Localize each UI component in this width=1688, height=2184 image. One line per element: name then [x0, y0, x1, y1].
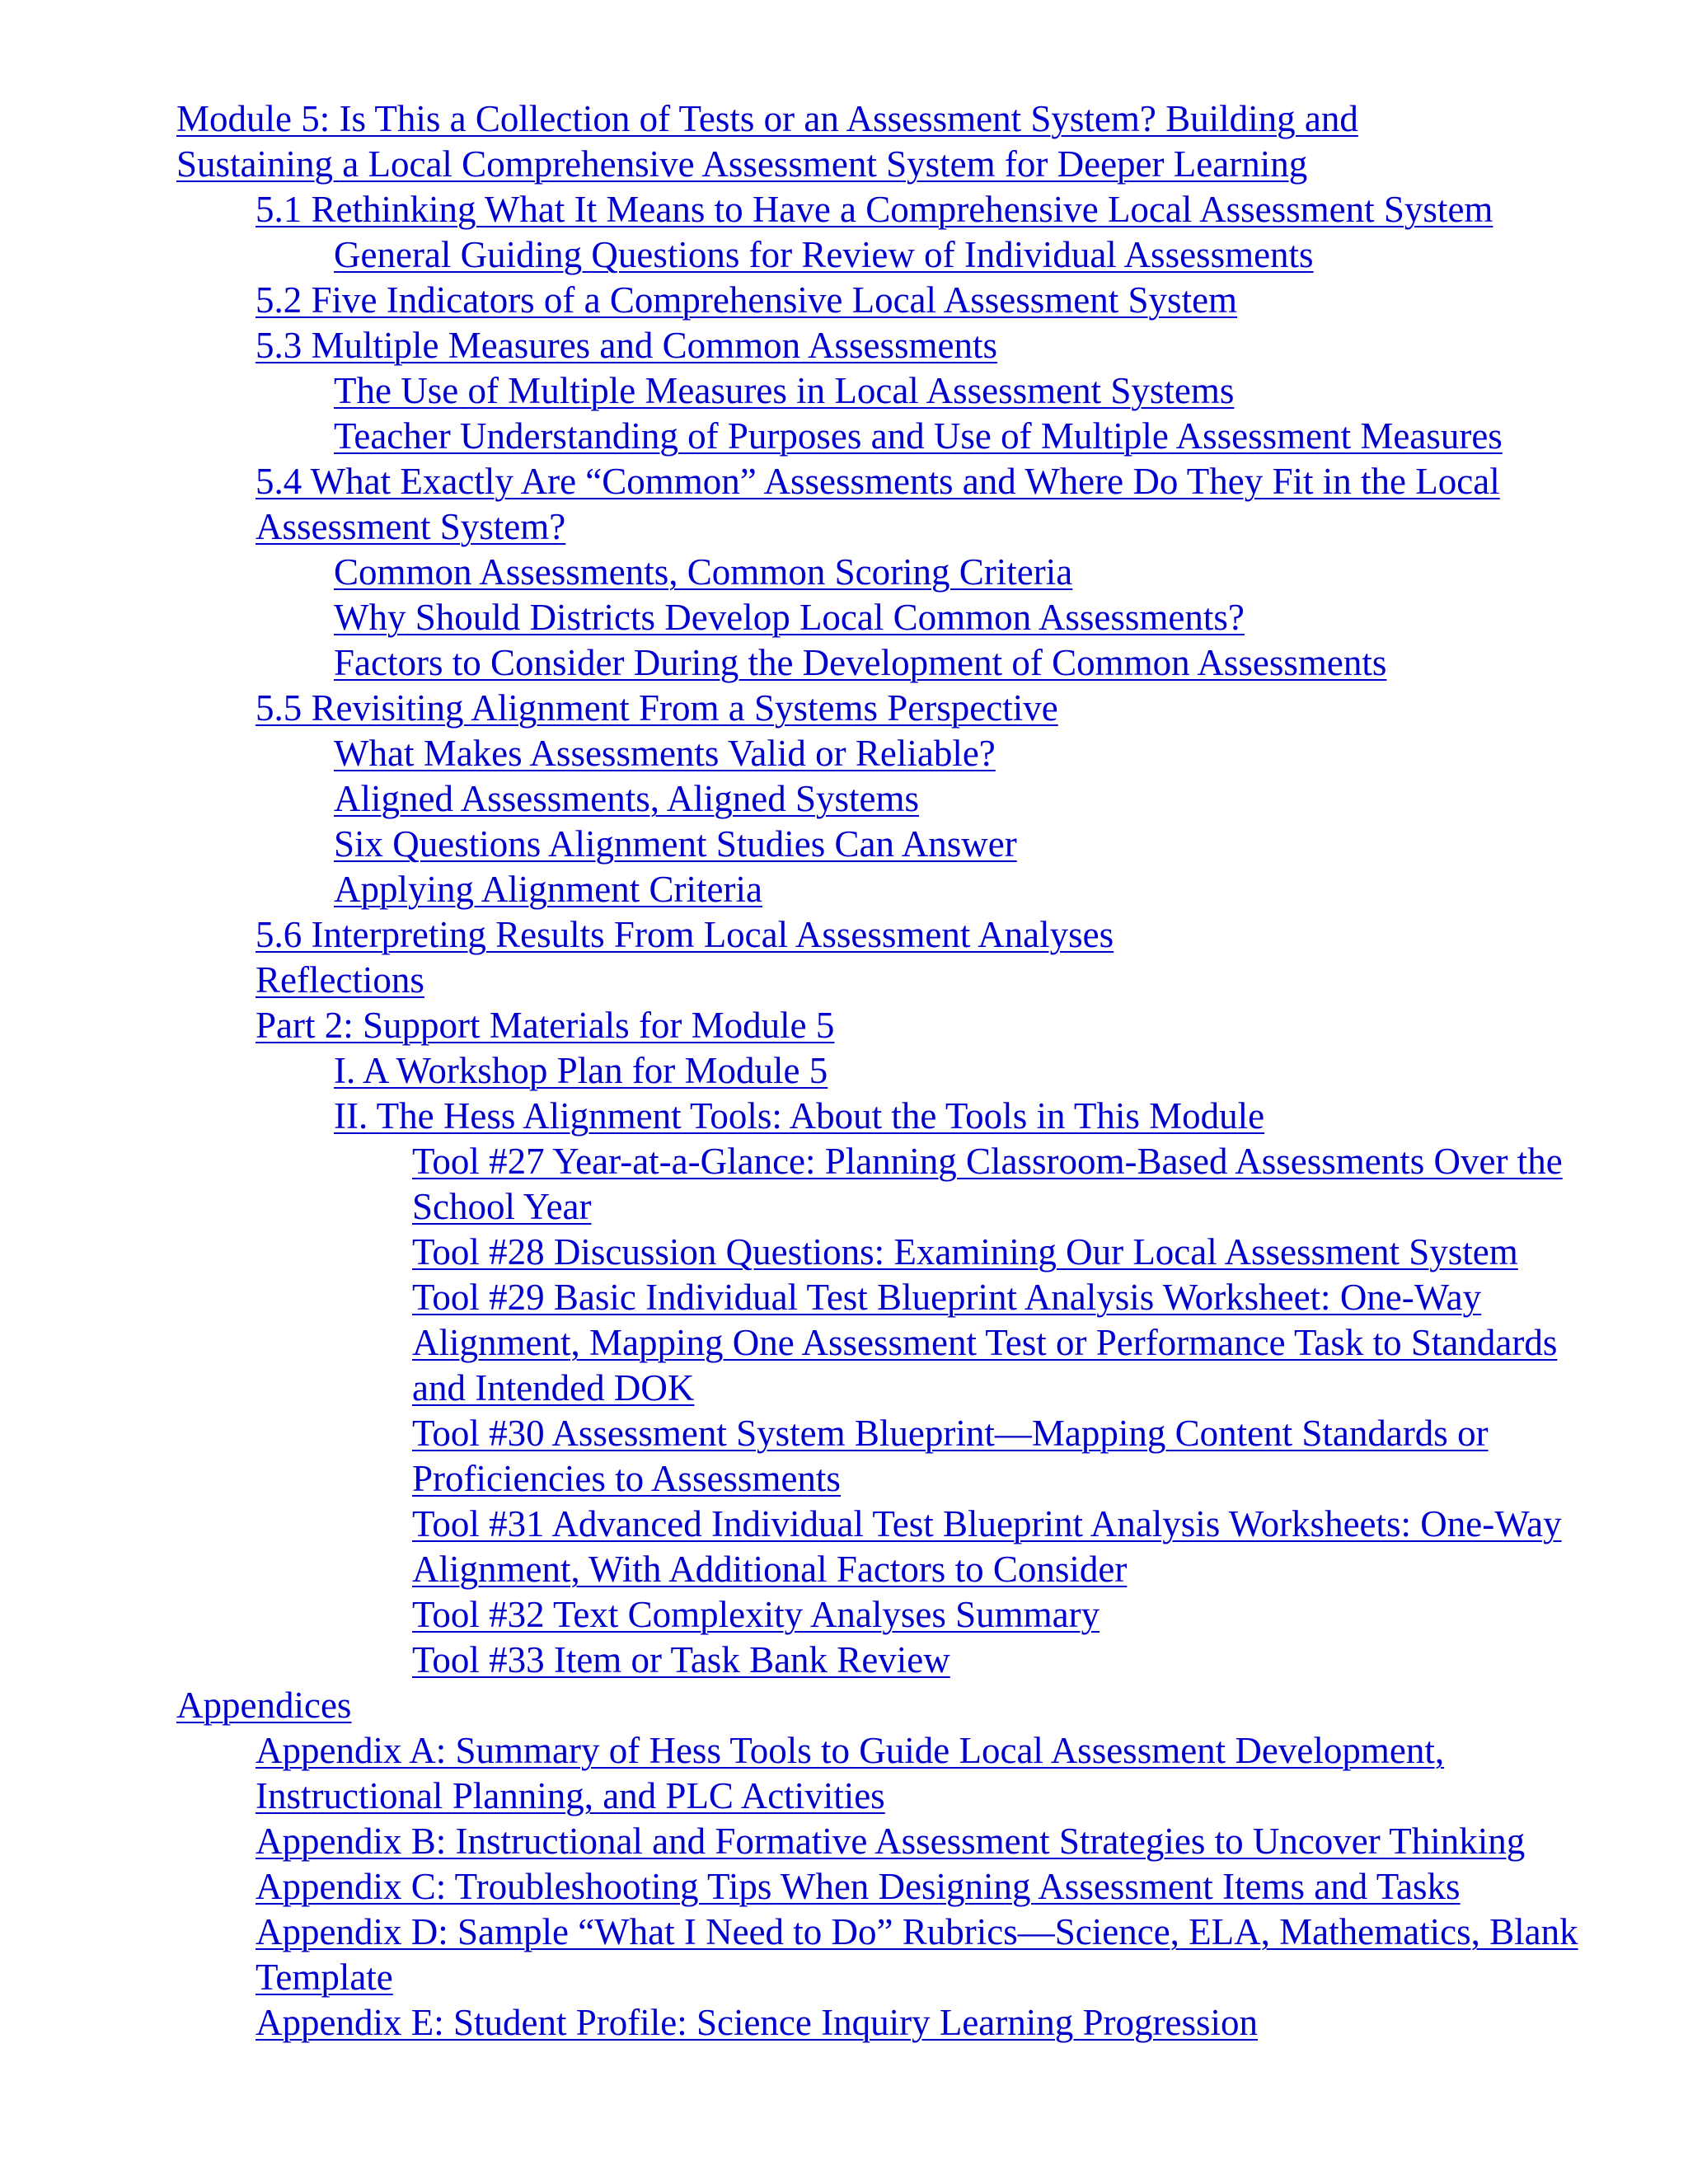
- toc-link[interactable]: Applying Alignment Criteria: [334, 869, 762, 910]
- toc-entry: [334, 731, 1586, 776]
- toc-link[interactable]: 5.2 Five Indicators of a Comprehensive Local Assessment System: [256, 279, 1238, 321]
- toc-link[interactable]: Tool #30 Assessment System Blueprint—Mapping Content Standards or Proficiencies to Assessments: [412, 1413, 1489, 1499]
- toc-link[interactable]: Aligned Assessments, Aligned Systems: [334, 778, 920, 819]
- toc-link[interactable]: 5.4 What Exactly Are “Common” Assessments and Where Do They Fit in the Local Assessment System?: [256, 461, 1500, 547]
- toc-link[interactable]: Reflections: [256, 959, 424, 1001]
- toc-link[interactable]: Tool #32 Text Complexity Analyses Summary: [412, 1594, 1100, 1635]
- toc-entry: [334, 232, 1586, 278]
- toc-entry: [334, 776, 1586, 822]
- toc-entry: [334, 1048, 1586, 1094]
- toc-entry-tool-32: [412, 1592, 1586, 1638]
- toc-link[interactable]: What Makes Assessments Valid or Reliable?: [334, 733, 996, 774]
- toc-link[interactable]: General Guiding Questions for Review of Individual Assessments: [334, 234, 1314, 275]
- toc-link[interactable]: Tool #33 Item or Task Bank Review: [412, 1639, 950, 1680]
- toc-entry: [334, 822, 1586, 867]
- toc-link[interactable]: Tool #27 Year-at-a-Glance: Planning Classroom-Based Assessments Over the School Year: [412, 1141, 1563, 1227]
- toc-entry-5-2: [256, 278, 1586, 323]
- toc-entry-tool-33: [412, 1638, 1586, 1683]
- toc-link[interactable]: The Use of Multiple Measures in Local Assessment Systems: [334, 370, 1235, 411]
- toc-entry-tool-29: [412, 1275, 1586, 1411]
- toc-link[interactable]: Common Assessments, Common Scoring Criteria: [334, 551, 1073, 593]
- toc-link[interactable]: Appendix B: Instructional and Formative Assessment Strategies to Uncover Thinking: [256, 1821, 1526, 1862]
- toc-link[interactable]: Tool #31 Advanced Individual Test Blueprint Analysis Worksheets: One-Way Alignment, With Additional Factors to Consider: [412, 1503, 1562, 1590]
- toc-link[interactable]: 5.3 Multiple Measures and Common Assessments: [256, 325, 997, 366]
- toc-link[interactable]: 5.1 Rethinking What It Means to Have a Comprehensive Local Assessment System: [256, 189, 1493, 230]
- toc-link[interactable]: Factors to Consider During the Development of Common Assessments: [334, 642, 1387, 683]
- toc-entry-5-4: [256, 459, 1574, 550]
- toc-entry: [334, 595, 1586, 640]
- toc-link[interactable]: Appendices: [176, 1685, 352, 1726]
- toc-entry-tool-30: [412, 1411, 1586, 1502]
- toc-entry-appendix-c: [256, 1864, 1586, 1910]
- toc-entry: [334, 368, 1586, 414]
- toc-link[interactable]: Tool #29 Basic Individual Test Blueprint Analysis Worksheet: One-Way Alignment, Mapping One Assessment Test or Performance Task to Standards and Intended DOK: [412, 1277, 1558, 1408]
- toc-entry-5-1: [256, 187, 1574, 232]
- toc-entry-5-3: [256, 323, 1586, 368]
- toc-link[interactable]: Appendix E: Student Profile: Science Inquiry Learning Progression: [256, 2002, 1259, 2043]
- toc-link[interactable]: Appendix A: Summary of Hess Tools to Guide Local Assessment Development, Instructional Planning, and PLC Activities: [256, 1730, 1445, 1816]
- toc-entry-appendix-e: [256, 2000, 1586, 2046]
- toc-link[interactable]: I. A Workshop Plan for Module 5: [334, 1050, 828, 1091]
- toc-entry-part-2: [256, 1003, 1586, 1048]
- toc-entry: [334, 414, 1586, 459]
- table-of-contents: [0, 96, 1688, 2046]
- toc-entry-5-6: [256, 912, 1586, 958]
- toc-entry-appendices: [176, 1683, 1586, 1728]
- toc-link[interactable]: 5.6 Interpreting Results From Local Assessment Analyses: [256, 914, 1114, 955]
- toc-link[interactable]: II. The Hess Alignment Tools: About the Tools in This Module: [334, 1095, 1265, 1137]
- toc-entry: [334, 1094, 1586, 1139]
- toc-entry-5-5: [256, 686, 1586, 731]
- toc-entry: [334, 867, 1586, 912]
- toc-link[interactable]: Six Questions Alignment Studies Can Answer: [334, 823, 1017, 865]
- toc-link[interactable]: Part 2: Support Materials for Module 5: [256, 1005, 835, 1046]
- toc-link[interactable]: Appendix D: Sample “What I Need to Do” Rubrics—Science, ELA, Mathematics, Blank Template: [256, 1911, 1578, 1998]
- toc-entry-appendix-b: [256, 1819, 1574, 1864]
- toc-entry-tool-28: [412, 1230, 1586, 1275]
- toc-entry-appendix-d: [256, 1910, 1586, 2000]
- toc-entry: [334, 640, 1586, 686]
- toc-entry-tool-27: [412, 1139, 1586, 1230]
- toc-link[interactable]: Teacher Understanding of Purposes and Use of Multiple Assessment Measures: [334, 415, 1503, 457]
- toc-link[interactable]: 5.5 Revisiting Alignment From a Systems Perspective: [256, 687, 1058, 729]
- toc-entry: [334, 550, 1586, 595]
- toc-link[interactable]: Appendix C: Troubleshooting Tips When Designing Assessment Items and Tasks: [256, 1866, 1461, 1907]
- toc-entry-tool-31: [412, 1502, 1586, 1592]
- toc-link[interactable]: Module 5: Is This a Collection of Tests or an Assessment System? Building and Sustaining a Local Comprehensive Assessment System for Deeper Learning: [176, 98, 1358, 185]
- toc-entry-reflections: [256, 958, 1586, 1003]
- toc-link[interactable]: Why Should Districts Develop Local Common Assessments?: [334, 597, 1245, 638]
- toc-entry-module-5: [176, 96, 1446, 187]
- toc-link[interactable]: Tool #28 Discussion Questions: Examining Our Local Assessment System: [412, 1231, 1518, 1272]
- toc-entry-appendix-a: [256, 1728, 1586, 1819]
